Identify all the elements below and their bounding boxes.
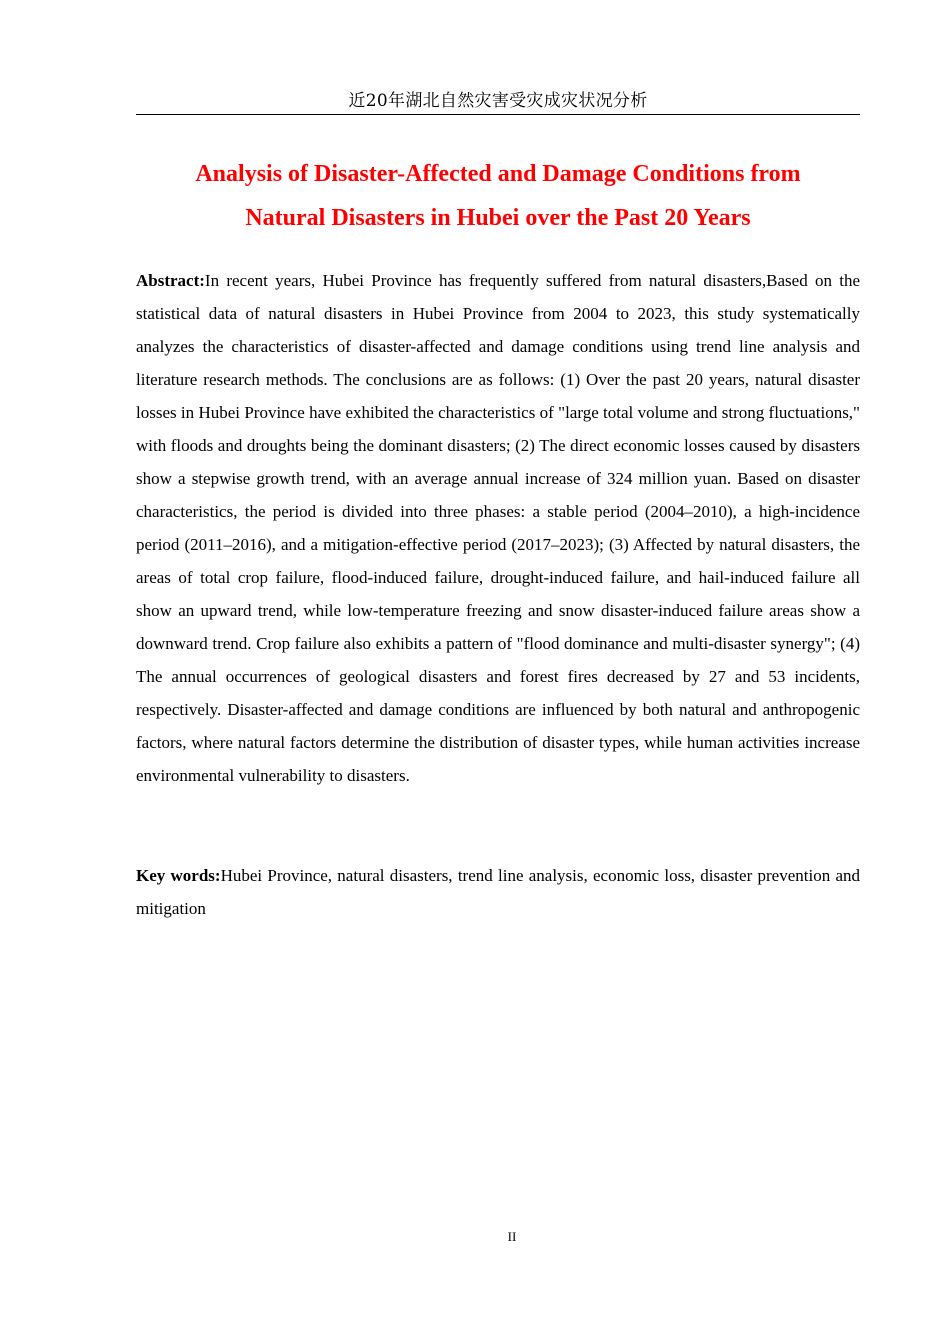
paper-title-line-2: Natural Disasters in Hubei over the Past 20 Years	[245, 205, 751, 231]
keywords-text: Hubei Province, natural disasters, trend line analysis, economic loss, disaster prevention and mitigation	[136, 866, 860, 918]
page-number: II	[507, 1229, 517, 1244]
abstract-paragraph	[136, 264, 860, 792]
running-header	[136, 90, 860, 115]
running-header-title: 近20年湖北自然灾害受灾成灾状况分析	[348, 91, 648, 111]
paper-title	[136, 152, 860, 240]
keywords-paragraph	[136, 859, 860, 925]
abstract-text: In recent years, Hubei Province has frequently suffered from natural disasters,Based on the statistical data of natural disasters in Hubei Province from 2004 to 2023, this study systematically analyzes the characteristics of disaster-affected and damage conditions using trend line analysis and literature research methods. The conclusions are as follows: (1) Over the past 20 years, natural disaster losses in Hubei Province have exhibited the characteristics of "large total volume and strong fluctuations," with floods and droughts being the dominant disasters; (2) The direct economic losses caused by disasters show a stepwise growth trend, with an average annual increase of 324 million yuan. Based on disaster characteristics, the period is divided into three phases: a stable period (2004–2010), a high-incidence period (2011–2016), and a mitigation-effective period (2017–2023); (3) Affected by natural disasters, the areas of total crop failure, flood-induced failure, drought-induced failure, and hail-induced failure all show an upward trend, while low-temperature freezing and snow disaster-induced failure areas show a downward trend. Crop failure also exhibits a pattern of "flood dominance and multi-disaster synergy"; (4) The annual occurrences of geological disasters and forest fires decreased by 27 and 53 incidents, respectively. Disaster-affected and damage conditions are influenced by both natural and anthropogenic factors, where natural factors determine the distribution of disaster types, while human activities increase environmental vulnerability to disasters.	[136, 271, 860, 785]
abstract-label: Abstract:	[136, 271, 205, 290]
keywords-label: Key words:	[136, 866, 221, 885]
paper-title-line-1: Analysis of Disaster-Affected and Damage Conditions from	[195, 161, 801, 187]
